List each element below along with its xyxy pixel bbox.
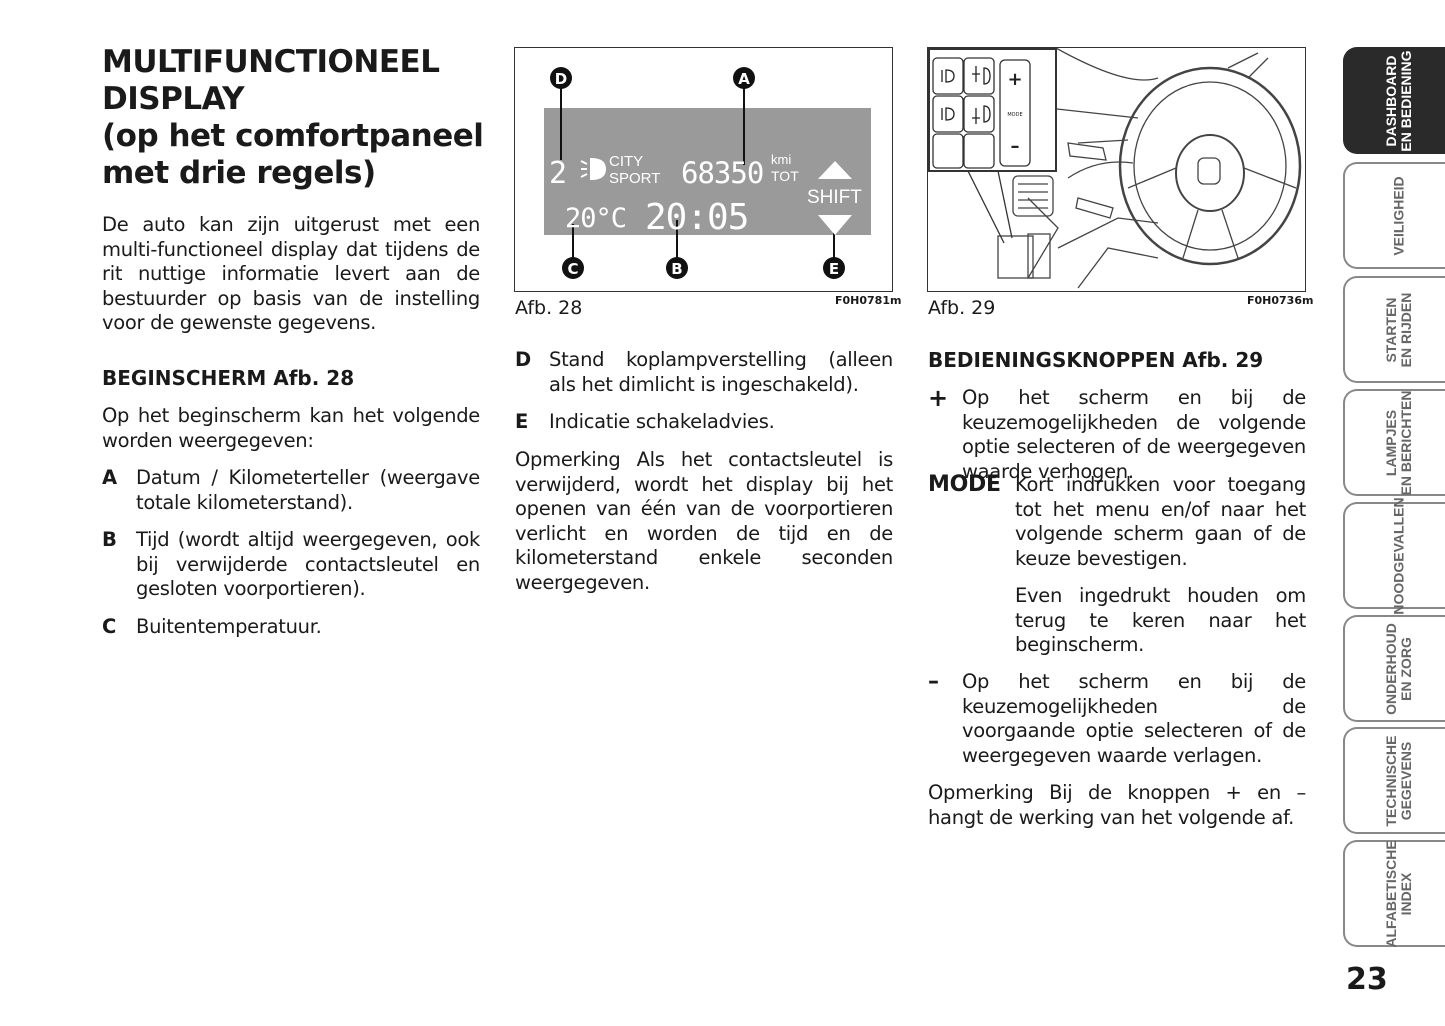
figure-29-caption: Afb. 29 — [928, 297, 996, 319]
lcd-unit-kmi: kmi — [771, 152, 792, 167]
item-text: Tijd (wordt altijd weergegeven, ook bij verwijderde contactsleutel en gesloten voorportieren). — [136, 528, 480, 600]
tab-alfabetische-index[interactable]: ALFABETISCHE INDEX — [1343, 840, 1445, 947]
figure-29-code: F0H0736m — [1247, 294, 1314, 307]
section-heading-beginscherm: BEGINSCHERM Afb. 28 — [102, 366, 355, 390]
item-key: A — [102, 466, 117, 489]
title-line: met drie regels) — [102, 155, 376, 191]
item-text: Kort indrukken voor toegang tot het menu en/of naar het volgende scherm gaan of de keuze bevestigen. — [1015, 473, 1306, 570]
note-paragraph: Opmerking Als het contactsleutel is verwijderd, wordt het display bij het openen van één van de voorportieren verlicht en worden de tijd en de kilometerstand enkele seconden weergegeven. — [515, 448, 893, 594]
inset-pointer-line — [968, 171, 1004, 243]
lcd-unit-tot: TOT — [771, 168, 799, 184]
tab-lampjes-en-berichten[interactable]: LAMPJES EN BERICHTEN — [1343, 389, 1445, 496]
lcd-left-digit: 2 — [549, 156, 568, 191]
list-item-b — [102, 528, 480, 602]
figure-29-dashboard — [927, 47, 1306, 292]
callout-label: E — [828, 260, 840, 278]
item-key: D — [515, 348, 531, 371]
item-key: MODE — [928, 472, 1001, 497]
tab-technische-gegevens[interactable]: TECHNISCHE GEGEVENS — [1343, 727, 1445, 834]
title-line: DISPLAY — [102, 81, 245, 117]
item-key: B — [102, 528, 117, 551]
mode-button-label: MODE — [1007, 112, 1023, 118]
tab-starten-en-rijden[interactable]: STARTEN EN RIJDEN — [1343, 276, 1445, 383]
minus-button-label: – — [1010, 136, 1020, 157]
tab-onderhoud-en-zorg[interactable]: ONDERHOUD EN ZORG — [1343, 615, 1445, 722]
title-line: MULTIFUNCTIONEEL — [102, 44, 440, 80]
dashboard-illustration — [928, 48, 1305, 291]
list-item-a — [102, 466, 480, 515]
figure-28-display — [514, 47, 893, 292]
list-item-minus — [928, 670, 1306, 768]
lcd-mode-sport: SPORT — [609, 170, 661, 187]
item-key: C — [102, 615, 117, 638]
tab-dashboard-en-bediening[interactable]: DASHBOARD EN BEDIENING — [1343, 47, 1445, 154]
tab-noodgevallen[interactable]: NOODGEVALLEN — [1343, 502, 1445, 609]
callout-label: B — [671, 260, 683, 278]
list-item-c — [102, 615, 480, 640]
item-key: E — [515, 410, 529, 433]
callout-label: C — [567, 260, 579, 278]
note-paragraph-knoppen: Opmerking Bij de knoppen + en – hangt de werking van het volgende af. — [928, 781, 1306, 829]
page-title — [102, 44, 492, 192]
item-text: Buitentemperatuur. — [136, 615, 322, 638]
lcd-time: 20:05 — [645, 197, 749, 238]
item-text: Stand koplampverstelling (alleen als het dimlicht is ingeschakeld). — [549, 348, 893, 396]
item-text: Datum / Kilometerteller (weergave totale kilometerstand). — [136, 466, 480, 514]
item-text: Op het scherm en bij de keuzemogelijkheden de voorgaande optie selecteren of de weergegeven waarde verlagen. — [962, 670, 1306, 767]
section-heading-bedieningsknoppen: BEDIENINGSKNOPPEN Afb. 29 — [928, 348, 1264, 372]
list-item-d — [515, 348, 893, 397]
figure-28-code: F0H0781m — [835, 294, 902, 307]
item-text: Indicatie schakeladvies. — [549, 410, 775, 433]
lcd-mode-city: CITY — [609, 153, 644, 170]
lcd-temperature: 20°C — [565, 203, 627, 234]
item-text: Op het scherm en bij de keuzemogelijkheden de volgende optie selecteren of de weergegeven waarde verhogen. — [962, 386, 1306, 483]
page-number: 23 — [1346, 962, 1388, 997]
item-key: + — [928, 384, 948, 412]
intro-paragraph: De auto kan zijn uitgerust met een multi-functioneel display dat tijdens de rit nuttige informatie levert aan de bestuurder op basis van de instelling voor de gewenste gegevens. — [102, 213, 480, 334]
list-item-plus — [928, 386, 1306, 484]
plus-button-label: + — [1007, 69, 1023, 90]
item-text-secondary: Even ingedrukt houden om terug te keren naar het beginscherm. — [1015, 584, 1306, 656]
headlamp-icon — [581, 159, 605, 179]
figure-28-caption: Afb. 28 — [515, 297, 583, 319]
inset-pointer-line — [998, 171, 1012, 238]
lcd-odometer: 68350 — [681, 156, 764, 190]
item-key: – — [928, 669, 939, 694]
beginscherm-text: Op het beginscherm kan het volgende worden weergegeven: — [102, 404, 480, 452]
callout-label: D — [554, 70, 568, 88]
list-item-e — [515, 410, 893, 435]
list-item-mode — [928, 473, 1306, 658]
title-line: (op het comfortpaneel — [102, 118, 484, 154]
display-illustration — [515, 48, 892, 291]
lcd-shift: SHIFT — [807, 187, 862, 208]
callout-label: A — [738, 70, 750, 88]
tab-veiligheid[interactable]: VEILIGHEID — [1343, 162, 1445, 269]
